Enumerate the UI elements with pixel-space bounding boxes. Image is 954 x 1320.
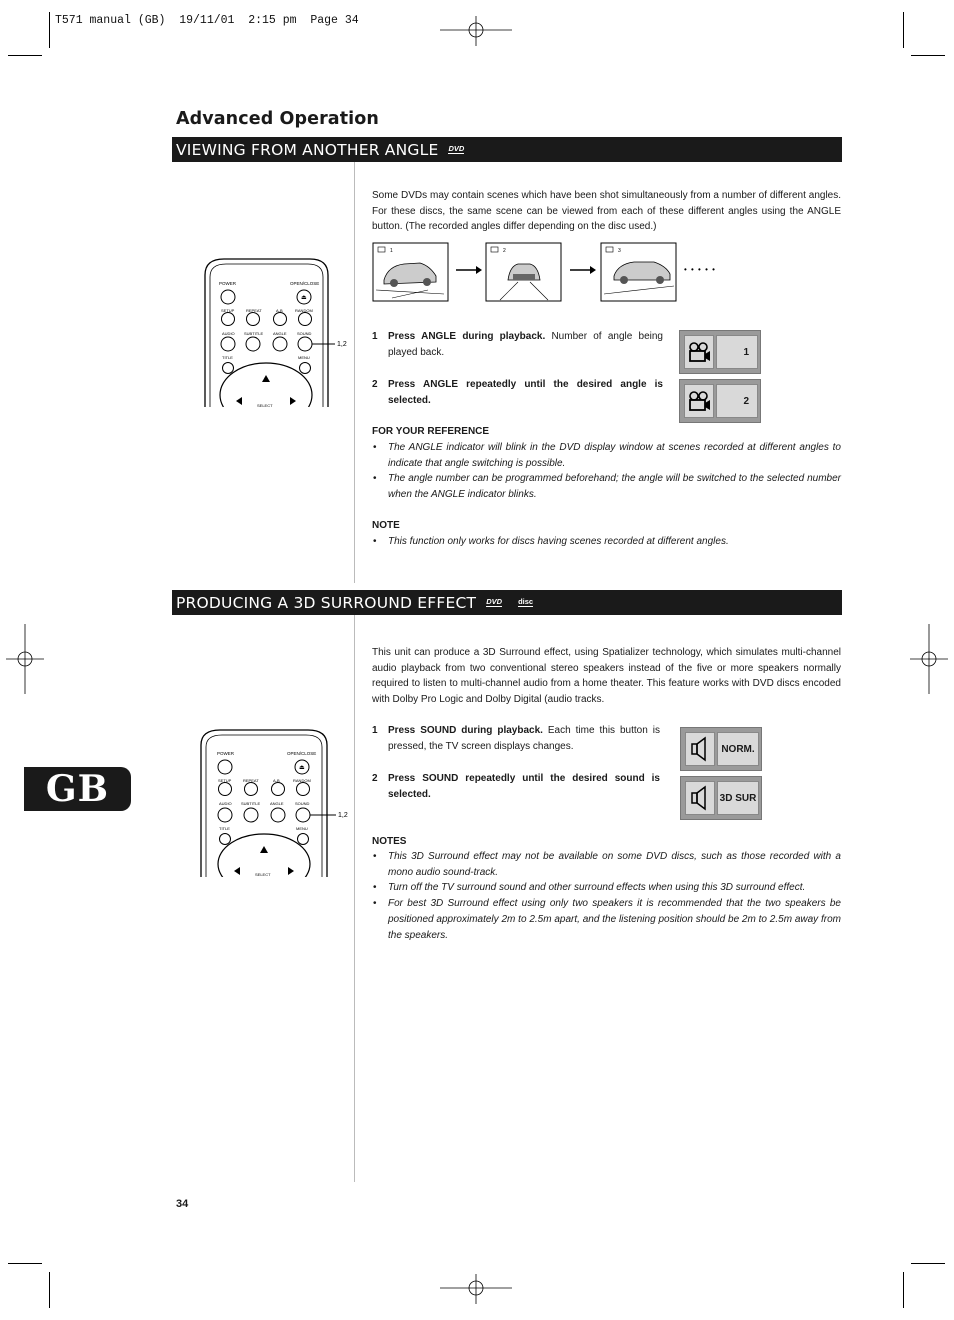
crop-mark [911,1263,945,1264]
angle-frames-illustration [372,242,722,304]
camera-icon [684,335,714,369]
ellipsis: • • • • • [684,265,716,274]
disc-logo-icon: disc [518,597,534,606]
remote-control-illustration [196,727,356,877]
angle-value: 1 [716,335,758,369]
remote-label: 1,2 [337,341,347,348]
arrow-right-icon [456,266,482,274]
list-item: • The ANGLE indicator will blink in the DVD display window at scenes recorded at different angles to indicate that angle switching is possible. [372,440,841,471]
remote-label: POWER [217,751,235,756]
angle-frame-3 [601,243,676,301]
osd-sound-norm [680,727,762,771]
remote-label: POWER [219,281,237,286]
registration-mark-icon [440,1274,512,1304]
osd-angle-1 [679,330,761,374]
step-instruction: Press ANGLE repeatedly until the desired angle is selected. [388,379,663,406]
remote-label: SELECT [257,403,273,407]
note-list [372,534,841,550]
step-detail: Number of angle being played back. [388,331,663,358]
svg-text:⏏: ⏏ [299,765,305,771]
section2-intro: This unit can produce a 3D Surround effect, using Spatializer technology, which simulates multi-channel audio playback from two conventional stereo speakers instead of the five or more speakers normally required to listen to multi-channel audio from a home theater. This feature works with DVD discs encoded with Dolby Pro Logic and Dolby Digital (audio tracks. [372,647,841,706]
sound-mode-value: 3D SUR [717,781,759,815]
crop-mark [911,55,945,56]
language-tab: GB [24,767,131,811]
angle-number-label: 2 [503,248,506,254]
crop-mark [903,1272,904,1308]
step-detail: Each time this button is pressed, the TV screen displays changes. [388,725,660,752]
registration-mark-icon [910,624,948,694]
remote-label: SETUP [218,778,232,783]
notes-list [372,849,841,943]
angle-number-label: 3 [618,248,621,254]
registration-mark-icon [440,16,512,46]
step-instruction: Press SOUND during playback. [388,725,543,736]
remote-label: A-B [273,778,280,783]
remote-label: REPEAT [246,308,262,313]
step-number: 1 [372,725,378,736]
remote-label: OPEN/CLOSE [287,751,317,756]
remote-control-illustration [200,255,360,407]
sound-mode-value: NORM. [717,732,759,766]
reference-list [372,440,841,503]
remote-label: MENU [298,355,310,360]
crop-mark [8,55,42,56]
remote-label: RANDOM [293,778,311,783]
speaker-icon [685,781,715,815]
remote-label: REPEAT [243,778,259,783]
arrow-right-icon [570,266,596,274]
remote-label: 1,2 [338,812,348,819]
section-header-3d-surround [172,590,842,615]
list-item: • The angle number can be programmed beforehand; the angle will be switched to the selected number when the ANGLE indicator blinks. [372,471,841,502]
crop-mark [903,12,904,48]
speaker-icon [685,732,715,766]
section-header-viewing-angle [172,137,842,162]
angle-number-label: 1 [390,248,393,254]
list-item: • For best 3D Surround effect using only two speakers it is recommended that the two speakers be positioned approximately 2m to 2.5m apart, and the listening position should be 2m to 2.5m away from the speakers. [372,896,841,943]
remote-label: RANDOM [295,308,313,313]
remote-label: SOUND [297,331,312,336]
remote-label: OPEN/CLOSE [290,281,320,286]
remote-label: SOUND [295,801,310,806]
crop-mark [49,1272,50,1308]
remote-label: SUBTITLE [244,331,264,336]
dvd-logo-icon: DVD [448,144,465,153]
page-number: 34 [176,1198,189,1210]
step-1 [372,329,663,360]
remote-label: TITLE [219,826,230,831]
step-instruction: Press ANGLE during playback. [388,331,546,342]
step-instruction: Press SOUND repeatedly until the desired sound is selected. [388,773,660,800]
reference-heading: FOR YOUR REFERENCE [372,426,490,437]
crop-mark [49,12,50,48]
section-title: PRODUCING A 3D SURROUND EFFECT [176,593,477,612]
camera-icon [684,384,714,418]
remote-label: SELECT [255,872,271,877]
notes-heading: NOTES [372,836,407,847]
angle-value: 2 [716,384,758,418]
section-title: VIEWING FROM ANOTHER ANGLE [176,140,439,159]
page-title: Advanced Operation [176,109,379,129]
dvd-logo-icon: DVD [486,597,503,606]
crop-mark [8,1263,42,1264]
osd-angle-2 [679,379,761,423]
step-number: 1 [372,331,378,342]
remote-label: SETUP [221,308,235,313]
remote-label: A-B [276,308,283,313]
remote-label: AUDIO [222,331,235,336]
registration-mark-icon [6,624,44,694]
note-heading: NOTE [372,520,400,531]
osd-sound-3d [680,776,762,820]
list-item: • This function only works for discs having scenes recorded at different angles. [372,534,841,550]
list-item: • This 3D Surround effect may not be available on some DVD discs, such as those recorded with a mono audio sound-track. [372,849,841,880]
step-2 [372,771,660,802]
list-item: • Turn off the TV surround sound and other surround effects when using this 3D surround effect. [372,880,841,896]
remote-label: TITLE [222,355,233,360]
step-number: 2 [372,773,378,784]
section1-intro: Some DVDs may contain scenes which have been shot simultaneously from a number of different angles. For these discs, the same scene can be viewed from each of these different angles using the ANGLE button. (The recorded angles differ depending on the disc used.) [372,190,841,233]
angle-frame-2 [486,243,561,301]
print-header: T571 manual (GB) 19/11/01 2:15 pm Page 34 [55,14,359,27]
svg-text:⏏: ⏏ [301,295,307,301]
column-divider [354,615,355,1182]
step-number: 2 [372,379,378,390]
step-1 [372,723,660,754]
remote-label: SUBTITLE [241,801,261,806]
step-2 [372,377,663,408]
remote-label: ANGLE [273,331,287,336]
remote-label: AUDIO [219,801,232,806]
remote-label: MENU [296,826,308,831]
remote-label: ANGLE [270,801,284,806]
angle-frame-1 [373,243,448,301]
